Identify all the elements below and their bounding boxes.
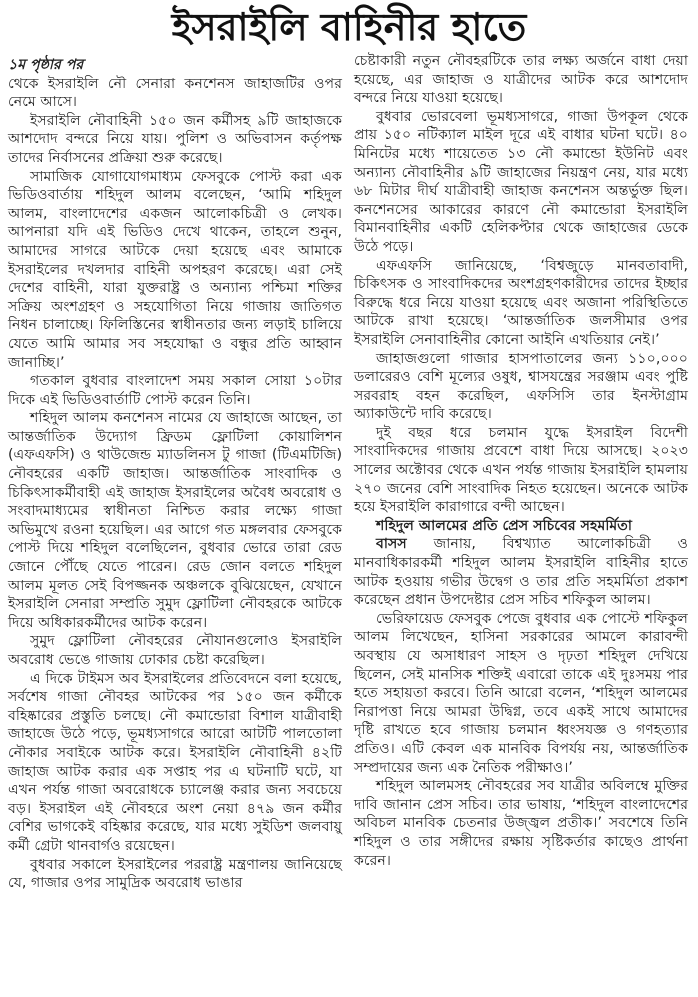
paragraph: থেকে ইসরাইলি নৌ সেনারা কনশেনস জাহাজটির ওপর নেমে আসে। [8,75,342,111]
paragraph: শহিদুল আলমসহ নৌবহরের সব যাত্রীর অবিলম্বে মুক্তির দাবি জানান প্রেস সচিব। তার ভাষায়, ‘শহিদুল বাংলাদেশের অবিচল মানবিক চেতনার উজ্জ্বল প্রতীক।’ সবশেষে তিনি শহিদুল ও তার সঙ্গীদের রক্ষায় সৃষ্টিকর্তার কাছেও প্রার্থনা করেন। [354,778,688,869]
subheading: শহিদুল আলমের প্রতি প্রেস সচিবের সহমর্মিতা [376,517,633,534]
paragraph: শহিদুল আলম কনশেনস নামের যে জাহাজে আছেন, তা আন্তর্জাতিক উদ্যোগ ফ্রিডম ফ্লোটিলা কোয়ালিশন (এফএফসি) ও থাউজেন্ড ম্যাডলিনস টু গাজা (টিএমটিজি) নৌবহরের একটি জাহাজ। আন্তর্জাতিক সাংবাদিক ও চিকিৎসাকর্মীবাহী এই জাহাজ ইসরাইলের অবৈধ অবরোধ ও সংবাদমাধ্যমের স্বাধীনতা নিশ্চিত করার লক্ষ্যে গাজা অভিমুখে রওনা হয়েছিল। এর আগে গত মঙ্গলবার ফেসবুকে পোস্ট দিয়ে শহিদুল বলেছিলেন, বুধবার ভোরে তারা রেড জোনে পৌঁছে যেতে পারেন। রেড জোন বলতে শহিদুল আলম মূলত সেই বিপজ্জনক অঞ্চলকে বুঝিয়েছেন, যেখানে ইসরাইলি সেনারা সম্প্রতি সুমুদ ফ্লোটিলা নৌবহরকে আটকে দিয়ে অধিকারকর্মীদের আটক করেন। [8,410,342,631]
paragraph: ভেরিফায়েড ফেসবুক পেজে বুধবার এক পোস্টে শফিকুল আলম লিখেছেন, হাসিনা সরকারের আমলে কারাবন্দী অবস্থায় যে অসাধারণ সাহস ও দৃঢ়তা শহিদুল দেখিয়ে ছিলেন, সেই মানসিক শক্তিই এবারো তাকে এই দুঃসময় পার হতে সহায়তা করবে। তিনি আরো বলেন, ‘শহিদুল আলমের নিরাপত্তা নিয়ে আমরা উদ্বিগ্ন, তবে একই সাথে আমাদের দৃষ্টি রাখতে হবে গাজায় চলমান ধ্বংসযজ্ঞ ও গণহত্যার প্রতিও। এটি কেবল এক মানবিক বিপর্যয় নয়, আন্তর্জাতিক সম্প্রদায়ের জন্য এক নৈতিক পরীক্ষাও।’ [354,610,688,776]
agency-name: বাসস [376,536,407,553]
headline: ইসরাইলি বাহিনীর হাতে [171,5,527,49]
paragraph: চেষ্টাকারী নতুন নৌবহরটিকে তার লক্ষ্য অর্জনে বাধা দেয়া হয়েছে, এর জাহাজ ও যাত্রীদের আটক করে আশদোদ বন্দরে নিয়ে যাওয়া হয়েছে। [354,53,688,107]
paragraph: জাহাজগুলো গাজার হাসপাতালের জন্য ১১০,০০০ ডলারেরও বেশি মূল্যের ওষুধ, শ্বাসযন্ত্রের সরঞ্জাম এবং পুষ্টি সরবরাহ বহন করেছিল, এফসিসি তার ইনস্টাগ্রাম অ্যাকাউন্টে দাবি করেছে। [354,350,688,423]
lead-text: জানায়, বিশ্বখ্যাত আলোকচিত্রী ও মানবাধিকারকর্মী শহিদুল আলম ইসরাইলি বাহিনীর হাতে আটক হওয়ায় গভীর উদ্বেগ ও তার প্রতি সহমর্মিতা প্রকাশ করেছেন প্রধান উপদেষ্টার প্রেস সচিব শফিকুল আলম। [354,536,688,609]
paragraph: বুধবার ভোরবেলা ভূমধ্যসাগরে, গাজা উপকূল থেকে প্রায় ১৫০ নটিক্যাল মাইল দূরে এই বাধার ঘটনা ঘটে। ৪০ মিনিটের মধ্যে শায়েতেত ১৩ নৌ কমান্ডো ইউনিট এবং অন্যান্য নৌবাহিনীর ৯টি জাহাজের নিয়ন্ত্রণ নেয়, যার মধ্যে ৬৮ মিটার দীর্ঘ যাত্রীবাহী জাহাজ কনশেনস অন্তর্ভুক্ত ছিল। কনশেনসের আকারের কারণে নৌ কমান্ডোরা ইসরাইলি বিমানবাহিনীর একটি হেলিকপ্টার থেকে জাহাজের ডেকে উঠে পড়ে। [354,108,688,255]
left-column [8,56,342,893]
paragraph: সুমুদ ফ্লোটিলা নৌবহরের নৌযানগুলোও ইসরাইলি অবরোধ ভেঙে গাজায় ঢোকার চেষ্টা করেছিল। [8,633,342,668]
paragraph: গতকাল বুধবার বাংলাদেশ সময় সকাল সোয়া ১০টার দিকে এই ভিডিওবার্তাটি পোস্ট করেন তিনি। [8,373,342,408]
paragraph: সামাজিক যোগাযোগমাধ্যম ফেসবুকে পোস্ট করা এক ভিডিওবার্তায় শহিদুল আলম বলেছেন, ‘আমি শহিদুল আলম, বাংলাদেশের একজন আলোকচিত্রী ও লেখক। আপনারা যদি এই ভিডিও দেখে থাকেন, তাহলে শুনুন, আমাদের সাগরে আটকে দেয়া হয়েছে এবং আমাকে ইসরাইলের দখলদার বাহিনী অপহরণ করেছে। এরা সেই দেশের বাহিনী, যারা যুক্তরাষ্ট্র ও অন্যান্য পশ্চিমা শক্তির সক্রিয় অংশগ্রহণ ও সহযোগিতা নিয়ে গাজায় জাতিগত নিধন চালাচ্ছে। ফিলিস্তিনের স্বাধীনতার জন্য লড়াই চালিয়ে যেতে আমি আমার সব সহযোদ্ধা ও বন্ধুর প্রতি আহ্বান জানাচ্ছি।’ [8,168,342,371]
jump-label: ১ম পৃষ্ঠার পর [8,57,84,73]
paragraph: এ দিকে টাইমস অব ইসরাইলের প্রতিবেদনে বলা হয়েছে, সর্বশেষ গাজা নৌবহর আটকের পর ১৫০ জন কর্মীকে বহিষ্কারের প্রস্তুতি চলছে। নৌ কমান্ডোরা বিশাল যাত্রীবাহী জাহাজে উঠে পড়ে, ভূমধ্যসাগরে আরো আটটি পালতোলা নৌকার সবাইকে আটক করে। ইসরাইলি নৌবাহিনী ৪২টি জাহাজ আটক করার এক সপ্তাহ পর এ ঘটনাটি ঘটে, যা এখন পর্যন্ত গাজা অবরোধকে চ্যালেঞ্জ করার জন্য সবচেয়ে বড়। ইসরাইল এই নৌবহরে অংশ নেয়া ৪৭৯ জন কর্মীর বেশির ভাগকেই বহিষ্কার করেছে, যার মধ্যে সুইডিশ জলবায়ু কর্মী গ্রেটা থানবার্গও রয়েছেন। [8,670,342,854]
paragraph: এফএফসি জানিয়েছে, ‘বিশ্বজুড়ে মানবতাবাদী, চিকিৎসক ও সাংবাদিকদের অংশগ্রহণকারীদের তাদের ইচ্ছার বিরুদ্ধে ধরে নিয়ে যাওয়া হয়েছে এবং অজানা পরিস্থিতিতে আটকে রাখা হয়েছে। ‘আন্তর্জাতিক জলসীমার ওপর ইসরাইলি সেনাবাহিনীর কোনো আইনি এখতিয়ার নেই।’ [354,257,688,348]
paragraph: ইসরাইলি নৌবাহিনী ১৫০ জন কর্মীসহ ৯টি জাহাজকে আশদোদ বন্দরে নিয়ে যায়। পুলিশ ও অভিবাসন কর্তৃপক্ষ তাদের নির্বাসনের প্রক্রিয়া শুরু করেছে। [8,112,342,166]
paragraph: দুই বছর ধরে চলমান যুদ্ধে ইসরাইল বিদেশী সাংবাদিকদের গাজায় প্রবেশে বাধা দিয়ে আসছে। ২০২৩ সালের অক্টোবর থেকে এখন পর্যন্ত গাজায় ইসরাইলি হামলায় ২৭০ জনের বেশি সাংবাদিক নিহত হয়েছেন। অনেকে আটক হয়ে ইসরাইলি কারাগারে বন্দী আছেন। [354,424,688,516]
right-column [354,52,688,870]
paragraph: বুধবার সকালে ইসরাইলের পররাষ্ট্র মন্ত্রণালয় জানিয়েছে যে, গাজার ওপর সামুদ্রিক অবরোধ ভাঙার [8,856,342,892]
lead-paragraph [354,535,688,609]
